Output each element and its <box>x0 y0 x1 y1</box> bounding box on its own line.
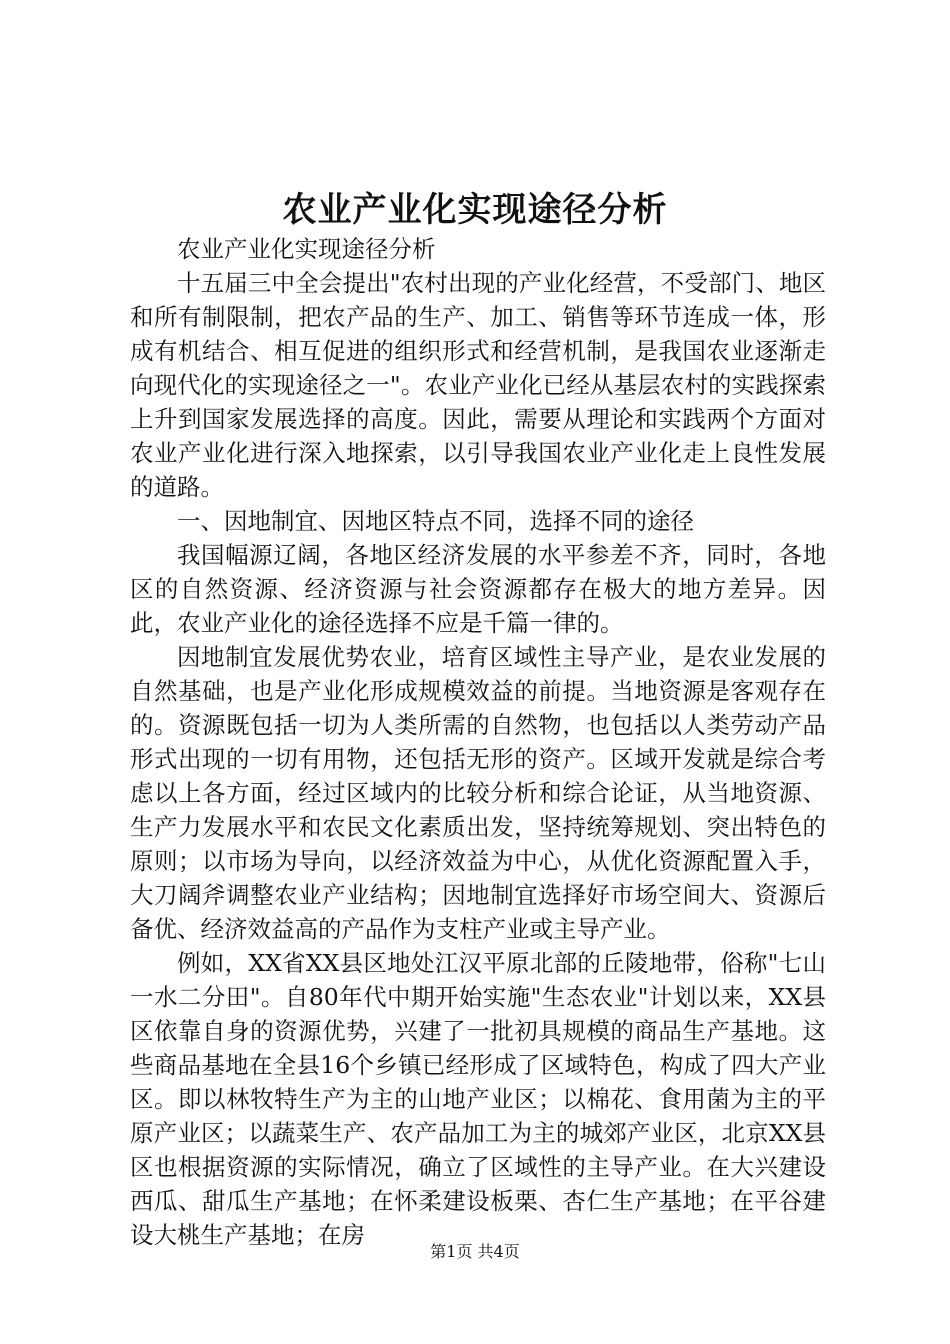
section-heading-1: 一、因地制宜、因地区特点不同，选择不同的途径 <box>177 507 694 535</box>
paragraph-local-advantages: 因地制宜发展优势农业，培育区域性主导产业，是农业发展的自然基础，也是产业化形成规模效益的前提。当地资源是客观存在的。资源既包括一切为人类所需的自然物，也包括以人类劳动产品形式出现的一切有用物，还包括无形的资产。区域开发就是综合考虑以上各方面，经过区域内的比较分析和综合论证，从当地资源、生产力发展水平和农民文化素质出发，坚持统筹规划、突出特色的原则；以市场为导向，以经济效益为中心，从优化资源配置入手，大刀阔斧调整农业产业结构；因地制宜选择好市场空间大、资源后备优、经济效益高的产品作为支柱产业或主导产业。 <box>130 643 826 943</box>
document-body <box>130 232 826 1252</box>
document-title: 农业产业化实现途径分析 <box>282 190 668 230</box>
page-footer: 第1页 共4页 <box>430 1242 520 1261</box>
paragraph-intro: 十五届三中全会提出"农村出现的产业化经营，不受部门、地区和所有制限制，把农产品的生产、加工、销售等环节连成一体，形成有机结合、相互促进的组织形式和经营机制，是我国农业逐渐走向现代化的实现途径之一"。农业产业化已经从基层农村的实践探索上升到国家发展选择的高度。因此，需要从理论和实践两个方面对农业产业化进行深入地探索，以引导我国农业产业化走上良性发展的道路。 <box>130 269 826 501</box>
paragraph-example: 例如，XX省XX县区地处江汉平原北部的丘陵地带，俗称"七山一水二分田"。自80年代中期开始实施"生态农业"计划以来，XX县区依靠自身的资源优势，兴建了一批初具规模的商品生产基地。这些商品基地在全县16个乡镇已经形成了区域特色，构成了四大产业区。即以林牧特生产为主的山地产业区；以棉花、食用菌为主的平原产业区；以蔬菜生产、农产品加工为主的城郊产业区，北京XX县区也根据资源的实际情况，确立了区域性的主导产业。在大兴建设西瓜、甜瓜生产基地；在怀柔建设板栗、杏仁生产基地；在平谷建设大桃生产基地；在房 <box>130 949 826 1249</box>
paragraph-regional-differences: 我国幅源辽阔，各地区经济发展的水平参差不齐，同时，各地区的自然资源、经济资源与社会资源都存在极大的地方差异。因此，农业产业化的途径选择不应是千篇一律的。 <box>130 541 826 637</box>
paragraph-subtitle: 农业产业化实现途径分析 <box>177 235 436 263</box>
